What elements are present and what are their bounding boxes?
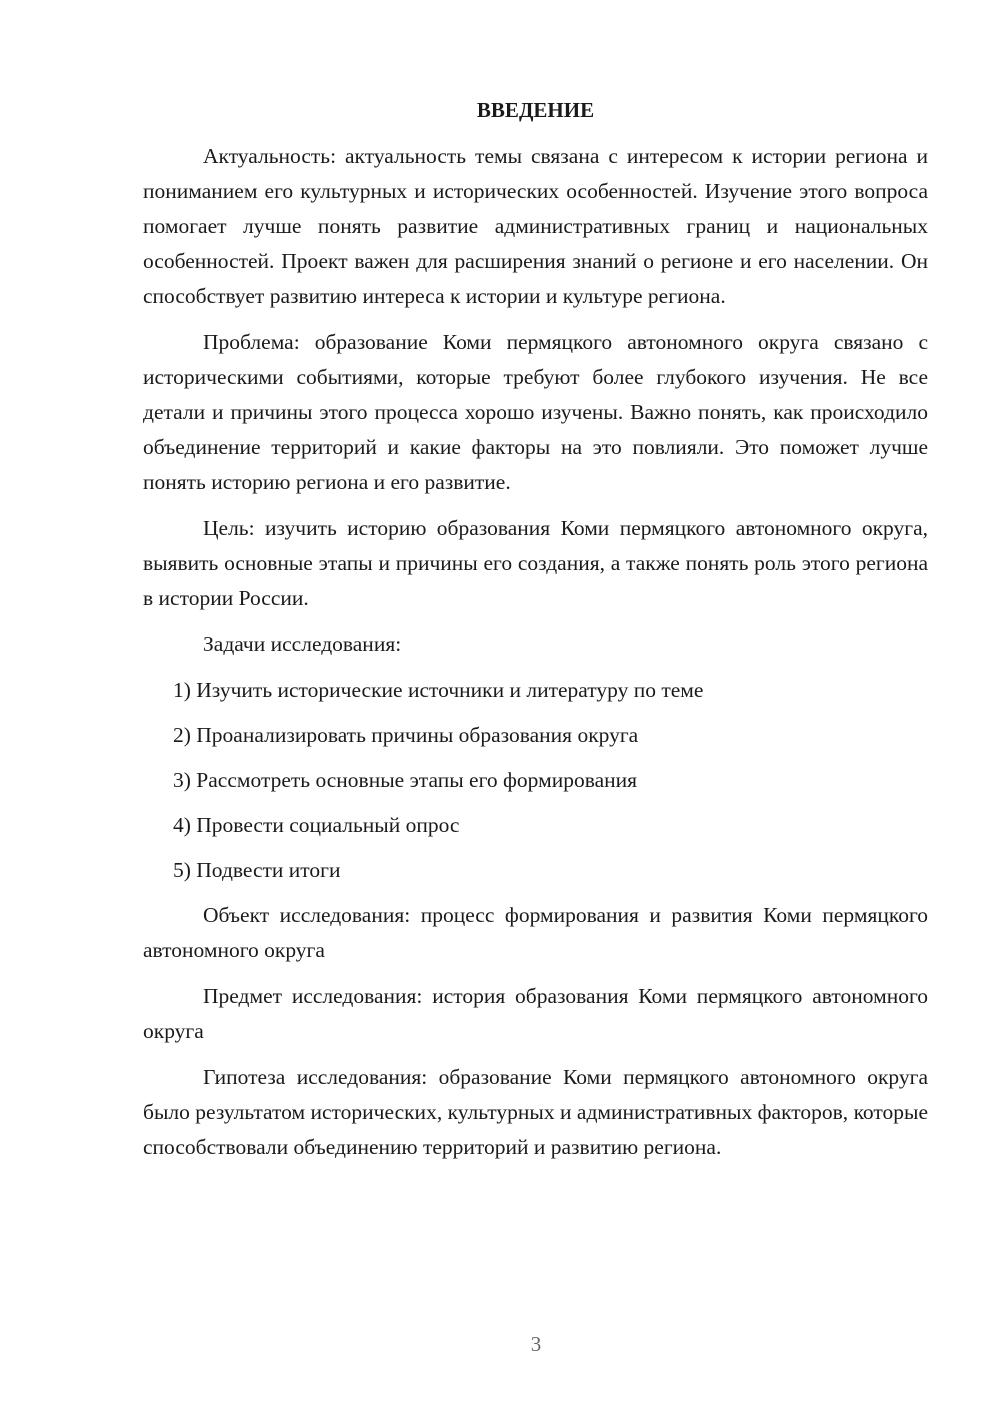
task-item: 2) Проанализировать причины образования округа bbox=[173, 723, 639, 747]
task-item: 5) Подвести итоги bbox=[173, 858, 341, 882]
tasks-heading: Задачи исследования: bbox=[203, 632, 402, 656]
task-list bbox=[143, 673, 928, 888]
task-item: 1) Изучить исторические источники и литературу по теме bbox=[173, 678, 704, 702]
paragraph-object: Объект исследования: процесс формирования и развития Коми пермяцкого автономного округа bbox=[143, 903, 928, 962]
paragraph-hypothesis: Гипотеза исследования: образование Коми пермяцкого автономного округа было результатом исторических, культурных и административных факторов, которые способствовали объединению территорий и развитию региона. bbox=[143, 1065, 928, 1159]
page-number: 3 bbox=[530, 1332, 542, 1356]
paragraph-problem: Проблема: образование Коми пермяцкого автономного округа связано с историческими событиями, которые требуют более глубокого изучения. Не все детали и причины этого процесса хорошо изучены. Важно понять, как происходило объединение территорий и какие факторы на это повлияли. Это поможет лучше понять историю региона и его развитие. bbox=[143, 330, 928, 494]
paragraph-subject: Предмет исследования: история образования Коми пермяцкого автономного округа bbox=[143, 984, 928, 1043]
page-content bbox=[143, 95, 928, 1176]
paragraph-relevance: Актуальность: актуальность темы связана с интересом к истории региона и пониманием его культурных и исторических особенностей. Изучение этого вопроса помогает лучше понять развитие административных границ и национальных особенностей. Проект важен для расширения знаний о регионе и его населении. Он способствует развитию интереса к истории и культуре региона. bbox=[143, 144, 928, 308]
task-item: 4) Провести социальный опрос bbox=[173, 813, 460, 837]
section-title: ВВЕДЕНИЕ bbox=[476, 98, 595, 122]
paragraph-goal: Цель: изучить историю образования Коми пермяцкого автономного округа, выявить основные этапы и причины его создания, а также понять роль этого региона в истории России. bbox=[143, 516, 928, 610]
task-item: 3) Рассмотреть основные этапы его формирования bbox=[173, 768, 638, 792]
